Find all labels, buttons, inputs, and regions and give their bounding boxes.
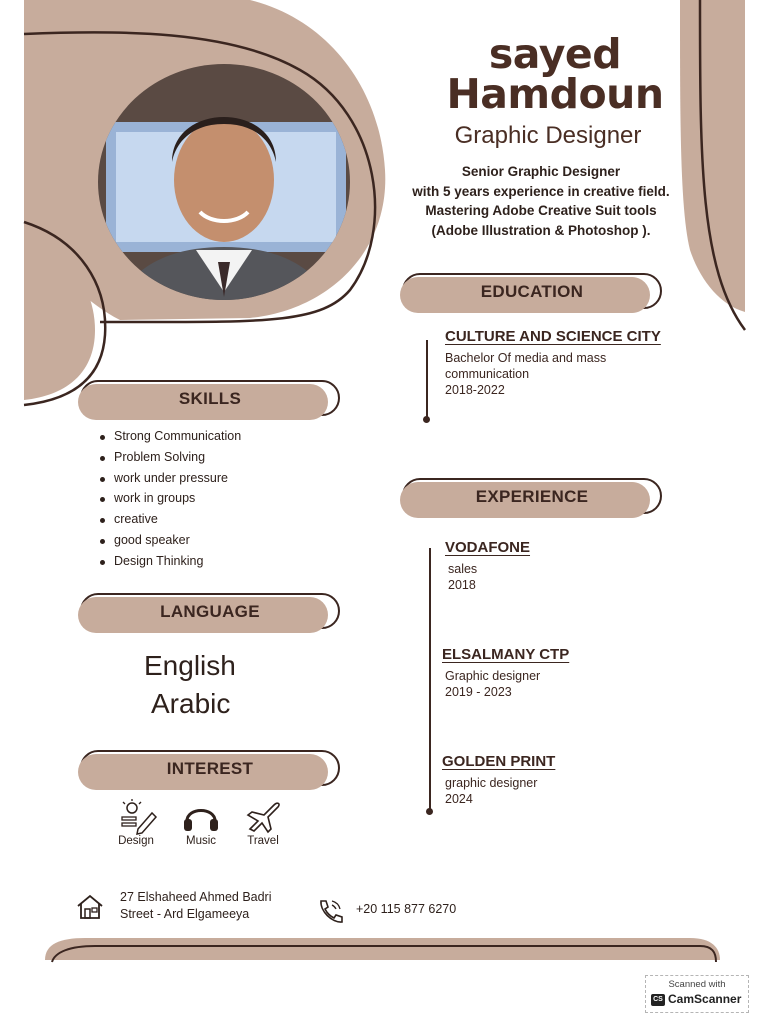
interest-label: Design [118,835,154,847]
experience-company: ELSALMANY CTP [442,646,570,663]
heading-label: INTEREST [166,759,254,778]
detail-line: 2018-2022 [445,383,505,397]
detail-line: 2019 - 2023 [445,685,512,699]
language-heading [80,593,340,629]
detail-line: Bachelor Of media and mass [445,351,607,365]
education-details [445,350,606,398]
summary-line: Senior Graphic Designer [461,164,621,179]
experience-details [445,668,540,700]
design-icon [118,799,158,835]
skills-list [98,429,241,575]
experience-company: GOLDEN PRINT [442,753,556,770]
camscanner-watermark [645,975,749,1013]
education-institution: CULTURE AND SCIENCE CITY [445,328,661,345]
interest-heading [80,750,340,786]
interest-label: Travel [247,835,279,847]
detail-line: graphic designer [445,776,538,790]
job-title: Graphic Designer [454,122,642,149]
skills-heading [80,380,340,416]
heading-label: EDUCATION [480,282,584,301]
camscanner-logo-icon: CS [651,994,665,1006]
profile-summary [386,162,696,240]
heading-label: LANGUAGE [160,602,260,621]
watermark-text: Scanned with [668,979,726,990]
heading-label: EXPERIENCE [475,487,589,506]
skill-item: Design Thinking [98,554,241,575]
phone-icon [316,897,344,925]
skill-item: creative [98,512,241,533]
address [120,889,272,923]
address-line: 27 Elshaheed Ahmed Badri [120,890,272,904]
summary-line: Mastering Adobe Creative Suit tools [425,203,657,218]
summary-line: (Adobe Illustration & Photoshop ). [431,222,651,238]
detail-line: communication [445,367,530,381]
skill-item: work in groups [98,491,241,512]
first-name: sayed [488,30,622,78]
summary-line: with 5 years experience in creative field. [412,183,670,199]
experience-details [448,561,477,593]
experience-heading [402,478,662,514]
detail-line: 2018 [448,578,476,592]
house-icon [76,893,104,921]
timeline-dot [426,808,433,815]
experience-details [445,775,537,807]
detail-line: 2024 [445,792,473,806]
experience-company: VODAFONE [445,539,531,556]
skill-item: Strong Communication [98,429,241,450]
airplane-icon [244,799,284,835]
skill-item: Problem Solving [98,450,241,471]
education-heading [402,273,662,309]
education-timeline [426,340,428,420]
address-line: Street - Ard Elgameeya [120,907,250,921]
full-name [405,30,705,118]
language-item: Arabic [151,688,231,719]
skill-item: good speaker [98,533,241,554]
skill-item: work under pressure [98,471,241,492]
interest-label: Music [185,835,217,847]
profile-photo [96,62,356,302]
headphones-icon [181,799,221,835]
last-name: Hamdoun [446,70,664,118]
detail-line: Graphic designer [445,669,541,683]
phone-number: +20 115 877 6270 [356,902,457,916]
detail-line: sales [448,562,478,576]
heading-label: SKILLS [178,389,242,408]
experience-timeline [429,548,431,812]
timeline-dot [423,416,430,423]
language-item: English [144,650,236,681]
watermark-brand: CamScanner [668,992,742,1006]
